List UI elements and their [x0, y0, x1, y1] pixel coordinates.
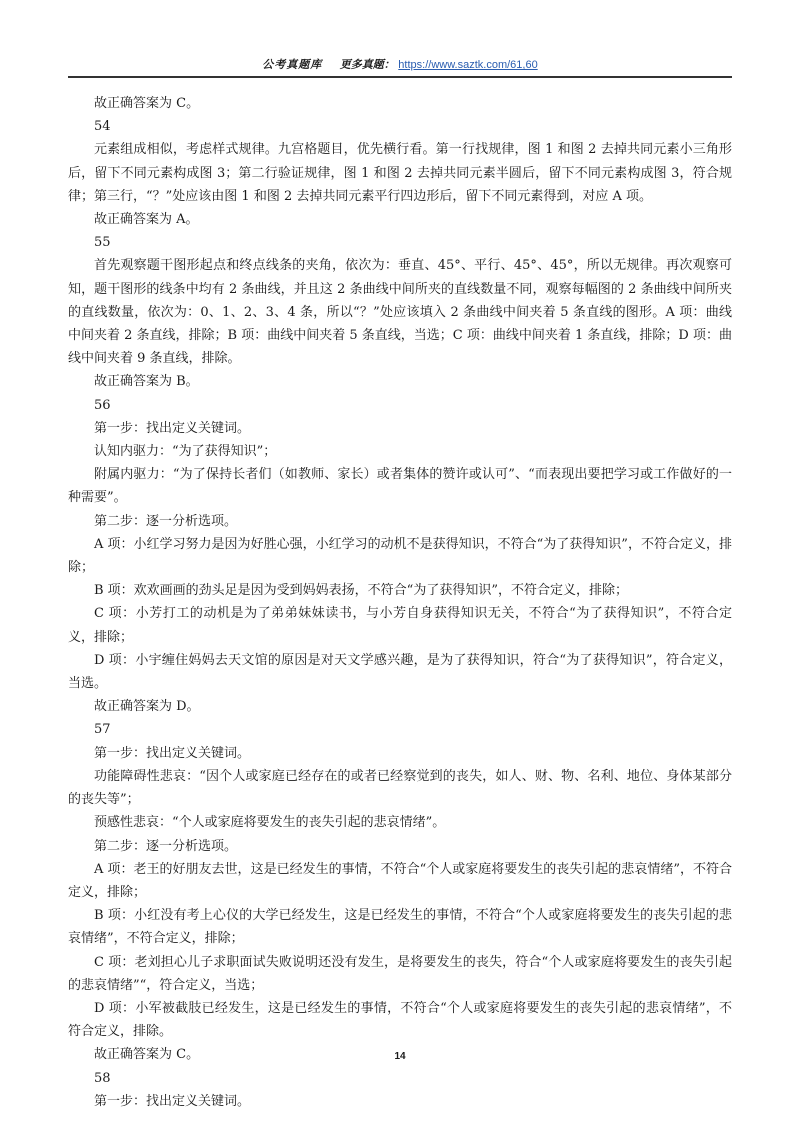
paragraph: 故正确答案为 C。 [94, 96, 200, 111]
paragraph: D 项：小宇缠住妈妈去天文馆的原因是对天文学感兴趣，是为了获得知识，符合“为了获得知识”，符合定义，当选。 [68, 652, 732, 692]
paragraph: 第一步：找出定义关键词。 [94, 420, 251, 436]
paragraph: A 项：小红学习努力是因为好胜心强，小红学习的动机不是获得知识，不符合“为了获得知识”，不符合定义，排除； [68, 536, 732, 576]
paragraph: 预感性悲哀：“个人或家庭将要发生的丧失引起的悲哀情绪”。 [94, 815, 446, 831]
paragraph: 附属内驱力：“为了保持长者们（如教师、家长）或者集体的赞许或认可”、“而表现出要把学习或工作做好的一种需要”。 [68, 467, 732, 506]
paragraph: 首先观察题干图形起点和终点线条的夹角，依次为：垂直、45°、平行、45°、45°，所以无规律。再次观察可知，题干图形的线条中均有 2 条曲线，并且这 2 条曲线中间所夹的直线数量不同，观察每幅图的 2 条曲线中间所夹的直线数量，依次为：0、1、2、3、4 条，所以“？”处应该填入 2 条曲线中间夹着 5 条直线的图形。A 项：曲线中间夹着 2 条直线，排除；B 项：曲线中间夹着 5 条直线，当选；C 项：曲线中间夹着 1 条直线，排除；D 项：曲线中间夹着 9 条直线，排除。 [68, 258, 732, 367]
paragraph: 56 [94, 397, 111, 413]
paragraph: 第一步：找出定义关键词。 [94, 745, 251, 761]
paragraph: 第一步：找出定义关键词。 [94, 1093, 251, 1109]
paragraph: 57 [94, 722, 111, 738]
page-header [0, 58, 800, 72]
header-link[interactable]: https://www.saztk.com/61,60 [398, 59, 538, 71]
paragraph: 第二步：逐一分析选项。 [94, 838, 238, 854]
paragraph: 故正确答案为 A。 [94, 212, 199, 228]
header-divider [68, 76, 732, 78]
paragraph: 58 [94, 1070, 111, 1086]
paragraph: C 项：老刘担心儿子求职面试失败说明还没有发生，是将要发生的丧失，符合“个人或家庭将要发生的丧失引起的悲哀情绪”“，符合定义，当选； [68, 954, 732, 993]
paragraph: 认知内驱力：“为了获得知识”； [94, 444, 277, 460]
paragraph: 故正确答案为 B。 [94, 374, 199, 390]
paragraph: 故正确答案为 C。 [94, 1047, 200, 1063]
paragraph: 55 [94, 235, 111, 251]
paragraph: B 项：欢欢画画的劲头足是因为受到妈妈表扬，不符合“为了获得知识”，不符合定义，排除； [94, 583, 628, 599]
paragraph: 54 [94, 119, 111, 135]
paragraph: B 项：小红没有考上心仪的大学已经发生，这是已经发生的事情，不符合“个人或家庭将要发生的丧失引起的悲哀情绪”，不符合定义，排除； [68, 908, 732, 947]
header-more-label: 更多真题： [339, 58, 395, 71]
paragraph: 故正确答案为 D。 [94, 699, 200, 715]
paragraph: 元素组成相似，考虑样式规律。九宫格题目，优先横行看。第一行找规律，图 1 和图 2 去掉共同元素小三角形后，留下不同元素构成图 3；第二行验证规律，图 1 和图 2 去掉共同元素半圆后，留下不同元素构成图 3，符合规律；第三行，“？”处应该由图 1 和图 2 去掉共同元素平行四边形后，留下不同元素得到，对应 A 项。 [68, 142, 732, 204]
paragraph: 功能障碍性悲哀：“因个人或家庭已经存在的或者已经察觉到的丧失，如人、财、物、名利、地位、身体某部分的丧失等”； [68, 768, 732, 808]
paragraph: 第二步：逐一分析选项。 [94, 513, 238, 529]
header-brand: 公考真题库 [262, 58, 323, 71]
paragraph: C 项：小芳打工的动机是为了弟弟妹妹读书，与小芳自身获得知识无关，不符合“为了获得知识”，不符合定义，排除； [68, 606, 732, 645]
document-body [68, 92, 732, 1113]
paragraph: A 项：老王的好朋友去世，这是已经发生的事情，不符合“个人或家庭将要发生的丧失引起的悲哀情绪”，不符合定义，排除； [68, 861, 732, 900]
page-number: 14 [394, 1051, 406, 1062]
paragraph: D 项：小军被截肢已经发生，这是已经发生的事情，不符合“个人或家庭将要发生的丧失引起的悲哀情绪”，不符合定义，排除。 [68, 1000, 732, 1040]
